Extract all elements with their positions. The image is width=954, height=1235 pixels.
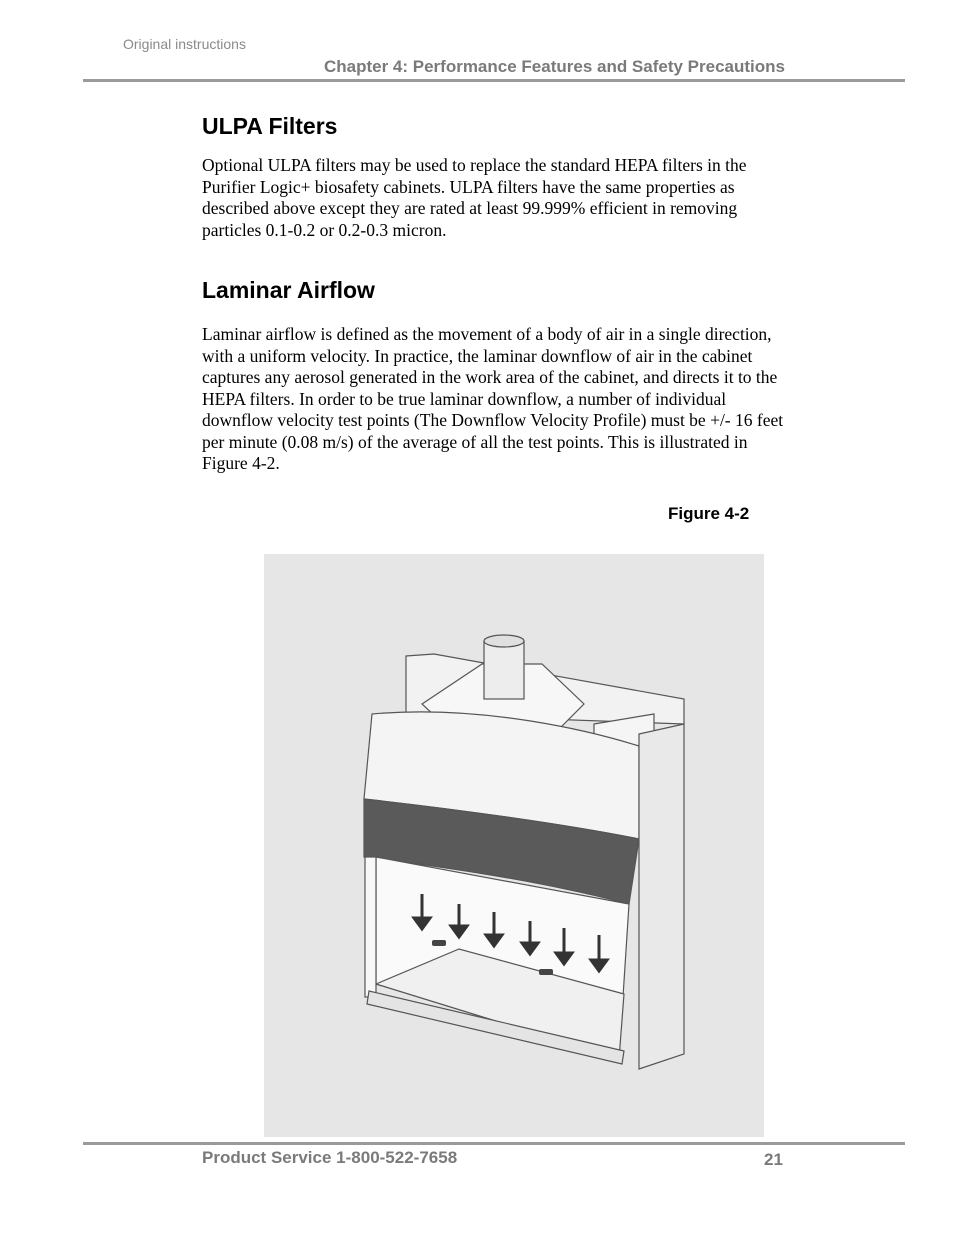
footer-product-service: Product Service 1-800-522-7658 [202,1148,458,1167]
tray-pad-left [432,940,446,946]
tray-pad-right [539,969,553,975]
original-instructions-note: Original instructions [123,36,246,52]
biosafety-cabinet-illustration [264,554,764,1137]
figure-caption: Figure 4-2 [668,504,750,523]
footer-page-number: 21 [764,1150,783,1169]
chapter-header: Chapter 4: Performance Features and Safety Precautions [323,57,785,76]
header-rule [83,79,905,82]
section-title-ulpa-filters: ULPA Filters [202,113,338,139]
footer-rule [83,1142,905,1145]
paragraph-laminar-airflow: Laminar airflow is defined as the movement of a body of air in a single direction, with a uniform velocity. In practice, the laminar downflow of air in the cabinet captures any aerosol generated in the work area of the cabinet, and directs it to the HEPA filters. In order to be true laminar downflow, a number of individual downflow velocity test points (The Downflow Velocity Profile) must be +/- 16 feet per minute (0.08 m/s) of the average of all the test points. This is illustrated in Figure 4-2. [202,324,784,473]
section-title-laminar-airflow: Laminar Airflow [202,277,375,303]
paragraph-ulpa-filters: Optional ULPA filters may be used to replace the standard HEPA filters in the Purifier Logic+ biosafety cabinets. ULPA filters have the same properties as described above except they are rated at least 99.999% efficient in removing particles 0.1-0.2 or 0.2-0.3 micron. [202,155,747,240]
cabinet-body [364,635,684,1069]
